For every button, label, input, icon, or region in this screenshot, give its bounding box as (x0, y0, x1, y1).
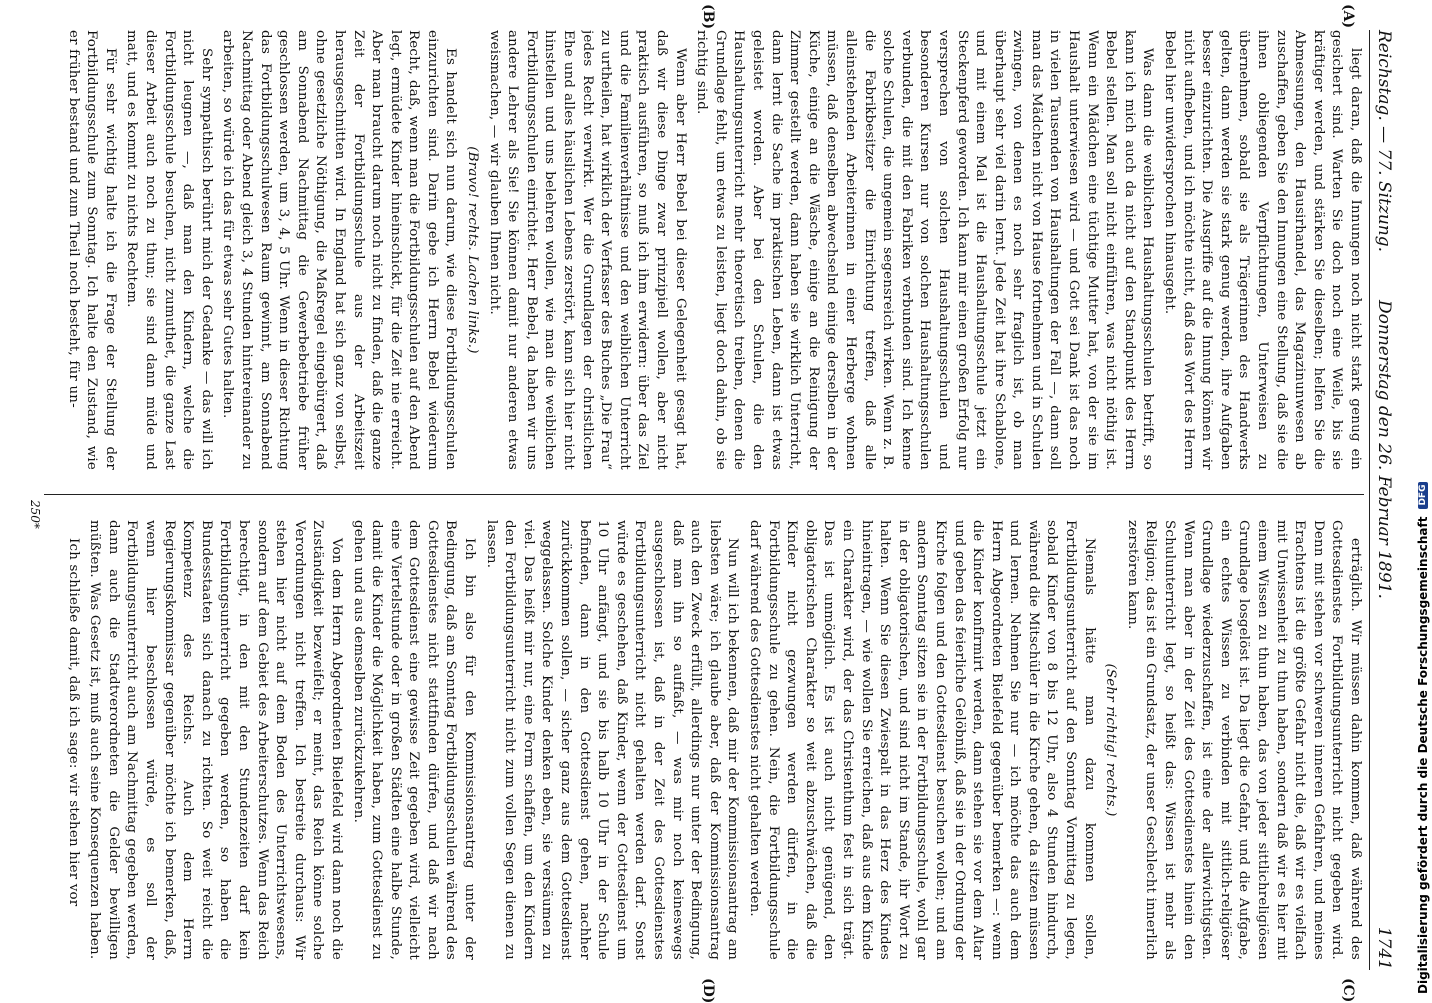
dfg-logo-icon: DFG (1418, 482, 1428, 509)
column-divider (44, 494, 1364, 495)
interjection: (Sehr richtig! rechts.) (1103, 663, 1119, 817)
paragraph: Niemals hätte man dazu kommen sollen, Fortbildungsunterricht auf den Sonntag Vormittag zu legen, sobald Kinder von 8 bis 12 Uhr, also 4 Stunden hindurch, während die Mitschüler in die Kirche gehen, da sitzen müssen und lernen. Nehmen Sie nur — ich möchte das auch dem Herrn Abgeordneten Bielefeld gegenüber bemerken —: wenn die Kinder konfirmirt werden, dann stehen sie vor dem Altar und geben das feierliche Gelöbniß, daß sie in der Ordnung der Kirche folgen und den Gottesdienst besuchen wollen; und am andern Sonntag sitzen sie in der Fortbildungsschule, wohl gar in der obligatorischen, und sind nicht im Stande, ihr Wort zu halten. Wenn Sie diesen Zwiespalt in das Herz des Kindes hineintragen, — wie wollen Sie erreichen, daß aus dem Kinde ein Charakter wird, der das Christenthum fest in sich trägt. Das ist unmöglich. Es ist auch nicht genügend, den obligatorischen Charakter so weit abzuschwächen, daß die Kinder nicht gezwungen werden dürfen, in die Fortbildungsschule zu gehen. Nein, die Fortbildungsschule darf während des Gottesdienstes nicht gehalten werden. (747, 520, 1097, 960)
paragraph: Für sehr wichtig halte ich die Frage der Stellung der Fortbildungsschule zum Sonntag. Ich halte den Zustand, wie er früher bestand und zum Theil noch besteht, für un- (65, 30, 118, 470)
header-date: Donnerstag den 26. Februar 1891. (1374, 300, 1394, 599)
page-header (1369, 30, 1396, 970)
interjection: (Bravo! rechts. Lachen links.) (465, 146, 481, 354)
page-number: 1741 (1374, 926, 1394, 970)
paragraph: Es handelt sich nun darum, wie diese Fortbildungsschulen einzurichten sind. Darin gebe ich Herrn Bebel wiederum Recht, daß, wenn man die Fortbildungsschulen auf den Abend legt, ermüdete Kinder hineinschickt, für die Zeit nie erreicht. Aber man braucht darum noch nicht zu finden, daß die ganze Zeit der Fortbildungsschule aus der Arbeitszeit herausgeschnitten wird. In England hat sich ganz von selbst, ohne gesetzliche Nöthigung, die Maßregel eingebürgert, daß am Sonnabend Nachmittag die Gewerbebetriebe früher geschlossen werden, um 3, 4, 5 Uhr. Wenn in dieser Richtung das Fortbildungsschulwesen Raum gewinnt, am Sonnabend Nachmittag oder Abend gleich 3, 4 Stunden hintereinander zu arbeiten, so würde ich das für etwas sehr Gutes halten. (220, 30, 459, 470)
paragraph: Von dem Herrn Abgeordneten Bielefeld wird dann noch die Zuständigkeit bezweifelt; er meint, das Reich könne solche Verordnungen nicht treffen. Ich bestreite durchaus: Wir stehen hier nicht auf dem Boden des Unterrichtswesens, sondern auf dem Gebiet des Arbeiterschutzes. Wenn das Reich berechtigt, in den mit den Stundenzeiten darf kein Fortbildungsunterricht gegeben werden, so haben die Bundesstaaten sich danach zu richten. So weit reicht die Kompetenz des Reichs. Auch dem Herrn Regierungskommissar gegenüber möchte ich bemerken, daß, wenn hier beschlossen würde, es soll der Fortbildungsunterricht auch am Nachmittag gegeben werden, dann auch die Stadtverordneten die Gelder bewilligen müßten. Was Gesetz ist, muß auch seine Konsequenzen haben. (87, 520, 344, 960)
margin-marker-c: (C) (1340, 978, 1356, 1003)
paragraph: Nun will ich bekennen, daß mir der Kommissionsantrag am liebsten wäre; ich glaube aber, daß der Kommissionsantrag auch den Zweck erfüllt, allerdings nur unter der Bedingung, daß man ihn so auffaßt, — was mir noch keineswegs ausgeschlossen ist, daß in der Zeit des Gottesdienstes Fortbildungsunterricht nicht gehalten werden darf. Sonst würde es geschehen, daß Kinder, wenn der Gottesdienst um 10 Uhr anfängt, und sie bis halb 10 Uhr in der Schule befinden, dann in den Gottesdienst gehen, nachher zurückkommen sollen, — sicher ganz aus dem Gottesdienst weggelassen. Solche Kinder denken eben, sie versäumen zu viel. Das heißt mir nur, eine Form schaffen, um den Kindern den Fortbildungsunterricht nicht zum vollen Segen dienen zu lassen. (483, 520, 741, 960)
paragraph: Ich schließe damit, daß ich sage: wir stehen hier vor (65, 538, 81, 907)
margin-marker-a: (A) (1340, 4, 1356, 29)
paragraph: Ich bin also für den Kommissionsantrag unter der Bedingung, daß am Sonntag Fortbildungsschulen während des Gottesdienstes nicht stattfinden dürfen, und daß wir nach dem Gottesdienst eine gewisse Zeit gegeben wird, vielleicht eine Viertelstunde oder in großen Städten eine halbe Stunde, damit die Kinder die Möglichkeit haben, zum Gottesdienst zu gehen und aus demselben zurückzukehren. (350, 520, 478, 960)
paragraph: Wenn aber Herr Bebel bei dieser Gelegenheit gesagt hat, daß wir diese Dinge zwar prinzipiell wollen, aber nicht praktisch ausführen, so muß ich ihm erwidern: über das Ziel und die Familienverhältnisse und den weiblichen Unterricht zu urtheilen, hat wirklich der Verfasser des Buches „Die Frau“ jedes Recht verwirkt. Wer die Grundlagen der christlichen Ehe und alles häuslichen Lebens zerstört, kann sich hier nicht hinstellen und uns belehren wollen, wie man die weiblichen Fortbildungsschulen einrichtet. Herr Bebel, da haben wir uns andere Lehrer als Sie! Sie können damit nur anderen etwas weismachen, — wir glauben Ihnen nicht. (486, 30, 688, 470)
margin-marker-b: (B) (700, 4, 716, 30)
scanned-page (16, 0, 1416, 1003)
right-text-column (44, 520, 1364, 960)
margin-marker-d: (D) (700, 978, 716, 1003)
paragraph: erträglich. Wir müssen dahin kommen, daß während des Gottesdienstes Fortbildungsunterricht nicht gegeben wird. Denn mit stehen vor schweren inneren Gefahren, und meines Erachtens ist die größte Gefahr nicht die, daß wir es vielfach mit Unwissenheit zu thun haben, sondern daß wir es hier mit einem Wissen zu thun haben, das von jeder sittlichreligiösen Grundlage losgelöst ist. Da liegt die Gefahr, und die Aufgabe, ein echtes Wissen zu verbinden mit sittlich-religiöser Grundlage wiederzuschaffen, ist eine der allerwichtigsten. Wenn man aber in der Zeit des Gottesdienstes hinein den Schulunterricht legt, so heißt das: Wissen ist mehr als Religion; das ist ein Grundsatz, der unser Geschlecht innerlich zerstören kann. (1124, 520, 1363, 960)
digitization-credit (1414, 4, 1432, 994)
paragraph: liegt daran, daß die Innungen noch nicht stark genug ein gesichert sind. Warten Sie doch noch eine Weile, bis sie kräftiger werden, und stärken Sie dieselben; helfen Sie die Abmessungen, den Hausirhandel, das Magazinunwesen ab zuschaffen, geben Sie den Innungen eine Stellung, daß sie die ihnen obliegenden Verpflichtungen, Unterweisen zu übernehmen, sobald sie als Trägerinnen des Handwerks gelten, dann werden sie stark genug werden, ihre Aufgaben besser einzurichten. Die Ausgriffe auf die Innung können wir nicht aufheben, und ich möchte nicht, daß das Wort des Herrn Bebel hier unwidersprochen hinausgeht. (1162, 30, 1363, 470)
signature-mark: 250* (28, 500, 42, 529)
header-session: Reichstag. — 77. Sitzung. (1374, 30, 1394, 253)
paragraph: Sehr sympathisch berührt mich der Gedanke — das will ich nicht leugnen —, daß man den Kindern, welche die Fortbildungsschule besuchen, nicht zumuthet, die ganze Last dieser Arbeit auch noch zu thun; sie sind dann müde und matt, und es kommt zu nichts Rechtem. (124, 30, 214, 470)
credit-text: Digitalisierung gefördert durch die Deutsche Forschungsgemeinschaft (1416, 516, 1430, 994)
paragraph: Was dann die weiblichen Haushaltungsschulen betrifft, so kann ich mich auch da nicht auf den Standpunkt des Herrn Bebel stellen. Man soll nicht einführen, was nicht nöthig ist. Wenn ein Mädchen eine tüchtige Mutter hat, von der sie im Haushalt unterwiesen wird — und Gott sei Dank ist das noch in vielen Tausenden von Haushaltungen der Fall —, dann soll man das Mädchen nicht von Hause fortnehmen und in Schulen zwingen, von denen es noch sehr fraglich ist, ob man überhaupt sehr viel darin lernt. Jede Zeit hat ihre Schablone, und mit einem Mal ist die Haushaltungsschule jetzt ein Steckenpferd geworden. Ich kann mir einen großen Erfolg nur versprechen von solchen Haushaltungsschulen und besonderen Kursen nur von solchen Haushaltungsschulen verbunden, die mit den Fabriken verbunden sind. Ich kenne solche Schulen, die ungemein segensreich wirken. Wenn z. B. die Fabrikbesitzer die Einrichtung treffen, daß alle alleinstehenden Arbeiterinnen in einer Herberge wohnen müssen, daß denselben abwechselnd einige derselben in der Küche, einige an die Wäsche, einige an die Reinigung der Zimmer gestellt werden, dann haben sie wirklich Unterricht, dann lernt die Sache im praktischen Leben, dann ist etwas geleistet worden. Aber bei den Schulen, die den Haushaltungsunterricht mehr theoretisch treiben, denen die Grundlage fehlt, um etwas zu leisten, liegt doch dahin, ob sie richtig sind. (694, 30, 1156, 470)
left-text-column (44, 30, 1364, 470)
